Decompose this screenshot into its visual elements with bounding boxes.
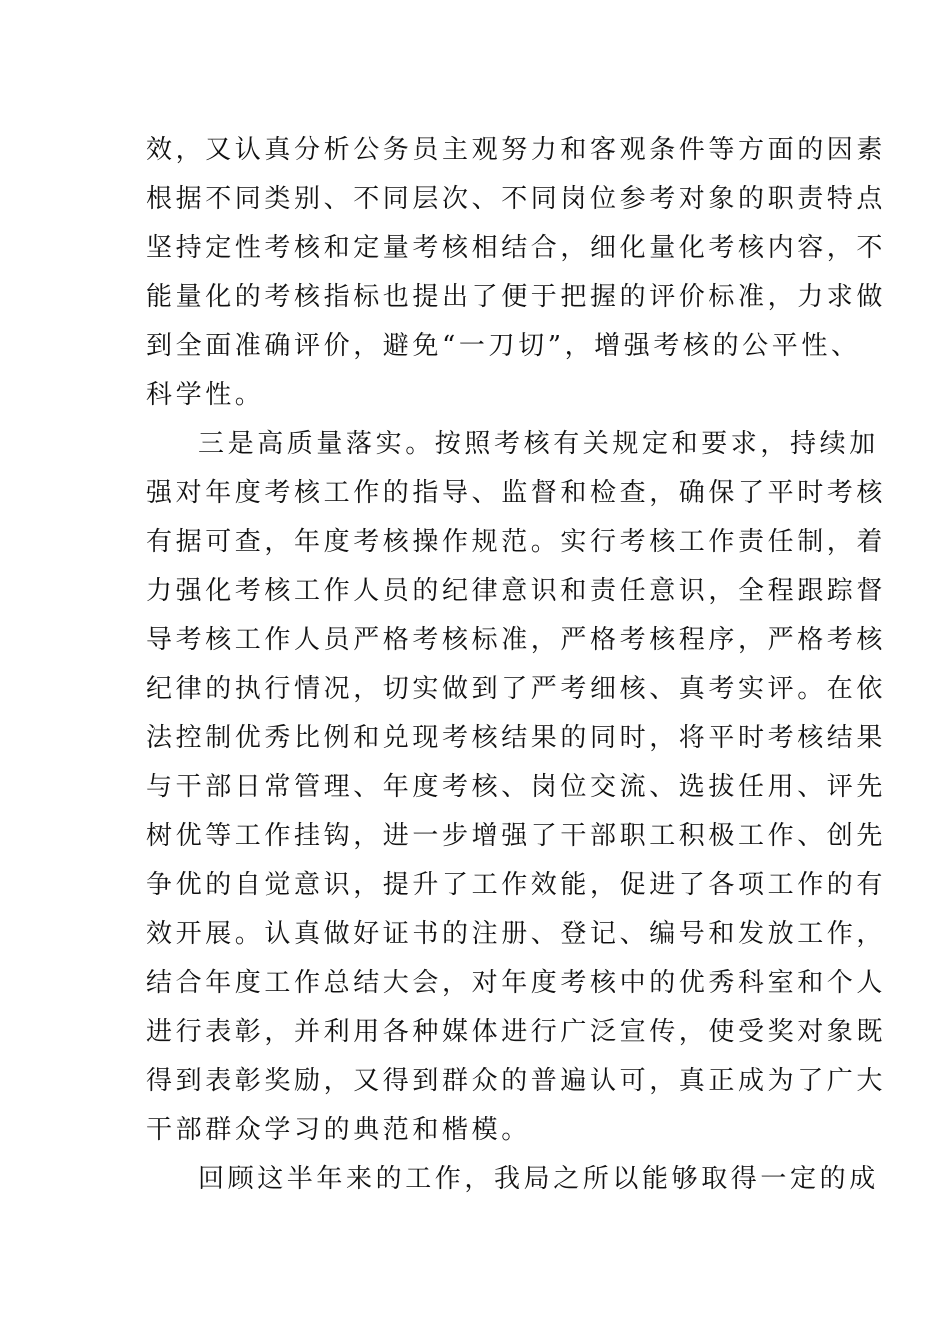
paragraph-start-line: 三是高质量落实。按照考核有关规定和要求，持续加 [198, 429, 879, 459]
text-line: 有据可查，年度考核操作规范。实行考核工作责任制，着 [146, 527, 887, 557]
text-line: 科学性。 [146, 380, 265, 410]
text-line: 干部群众学习的典范和楷模。 [146, 1115, 531, 1145]
text-line: 争优的自觉意识，提升了工作效能，促进了各项工作的有 [146, 870, 887, 900]
text-line: 纪律的执行情况，切实做到了严考细核、真考实评。在依 [146, 674, 887, 704]
text-line: 法控制优秀比例和兑现考核结果的同时，将平时考核结果 [146, 723, 887, 753]
text-line: 与干部日常管理、年度考核、岗位交流、选拔任用、评先 [146, 772, 887, 802]
text-line: 树优等工作挂钩，进一步增强了干部职工积极工作、创先 [146, 821, 887, 851]
text-line: 得到表彰奖励，又得到群众的普遍认可，真正成为了广大 [146, 1066, 887, 1096]
text-line: 效，又认真分析公务员主观努力和客观条件等方面的因素 [146, 135, 887, 165]
text-line: 效开展。认真做好证书的注册、登记、编号和发放工作， [146, 919, 887, 949]
text-line: 力强化考核工作人员的纪律意识和责任意识，全程跟踪督 [146, 576, 887, 606]
text-line: 到全面准确评价，避免“一刀切”，增强考核的公平性、 [146, 331, 861, 361]
body-text [146, 126, 887, 1204]
text-line: 强对年度考核工作的指导、监督和检查，确保了平时考核 [146, 478, 887, 508]
paragraph-start-line: 回顾这半年来的工作，我局之所以能够取得一定的成 [198, 1164, 879, 1194]
text-line: 进行表彰，并利用各种媒体进行广泛宣传，使受奖对象既 [146, 1017, 887, 1047]
text-line: 根据不同类别、不同层次、不同岗位参考对象的职责特点 [146, 184, 887, 214]
text-line: 能量化的考核指标也提出了便于把握的评价标准，力求做 [146, 282, 887, 312]
text-line: 导考核工作人员严格考核标准，严格考核程序，严格考核 [146, 625, 887, 655]
text-line: 结合年度工作总结大会，对年度考核中的优秀科室和个人 [146, 968, 887, 998]
text-line: 坚持定性考核和定量考核相结合，细化量化考核内容，不 [146, 233, 887, 263]
